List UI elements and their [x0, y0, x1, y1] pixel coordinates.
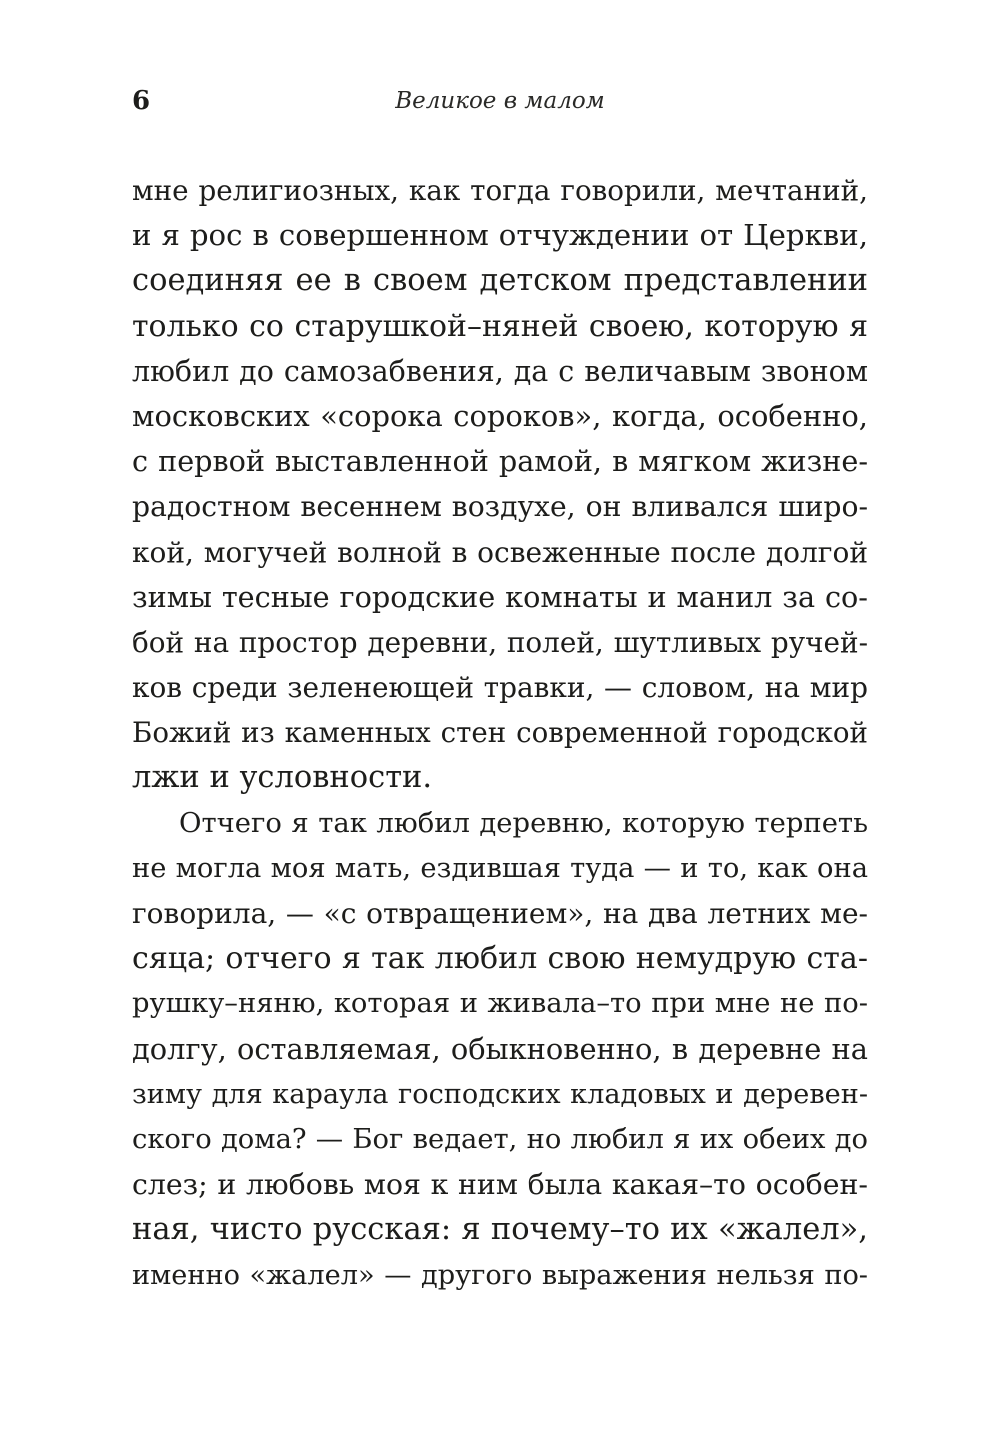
text-line: только со старушкой–няней своею, которую я — [132, 308, 868, 344]
running-title: Великое в малом — [395, 88, 605, 114]
text-line: сяца; отчего я так любил свою немудрую ста- — [132, 941, 868, 977]
text-line: ная, чисто русская: я почему–то их «жалел», — [132, 1212, 868, 1248]
body-text — [132, 168, 868, 1298]
text-line: радостном весеннем воздухе, он вливался широ- — [132, 490, 868, 524]
running-head — [132, 86, 868, 120]
text-line: именно «жалел» — другого выражения нельзя по- — [132, 1259, 868, 1291]
text-line: говорила, — «с отвращением», на два летних ме- — [132, 897, 868, 930]
text-line: с первой выставленной рамой, в мягком жизне- — [132, 444, 868, 479]
text-line: и я рос в совершенном отчуждении от Церкви, — [132, 218, 868, 253]
text-line: ков среди зеленеющей травки, — словом, на мир — [132, 671, 868, 705]
text-line: лжи и условности. — [132, 760, 433, 796]
text-line: слез; и любовь моя к ним была какая–то особен- — [132, 1168, 868, 1202]
text-line: Божий из каменных стен современной городской — [132, 716, 868, 750]
text-line: мне религиозных, как тогда говорили, мечтаний, — [132, 174, 868, 207]
text-line: Отчего я так любил деревню, которую терпеть — [179, 807, 868, 839]
text-line: любил до самозабвения, да с величавым звоном — [132, 354, 868, 388]
text-line: долгу, оставляемая, обыкновенно, в деревне на — [132, 1031, 868, 1066]
text-line: соединяя ее в своем детском представлении — [132, 263, 868, 299]
text-line: рушку–няню, которая и живала–то при мне не по- — [132, 988, 868, 1020]
page-number: 6 — [132, 86, 151, 116]
text-line: зиму для караула господских кладовых и деревен- — [132, 1078, 868, 1110]
text-line: зимы тесные городские комнаты и манил за со- — [132, 579, 868, 614]
text-line: московских «сорока сороков», когда, особенно, — [132, 398, 868, 433]
text-line: кой, могучей волной в освеженные после долгой — [132, 535, 868, 569]
text-line: бой на простор деревни, полей, шутливых ручей- — [132, 625, 868, 659]
text-line: не могла моя мать, ездившая туда — и то, как она — [132, 852, 868, 884]
text-line: ского дома? — Бог ведает, но любил я их обеих до — [132, 1123, 868, 1155]
